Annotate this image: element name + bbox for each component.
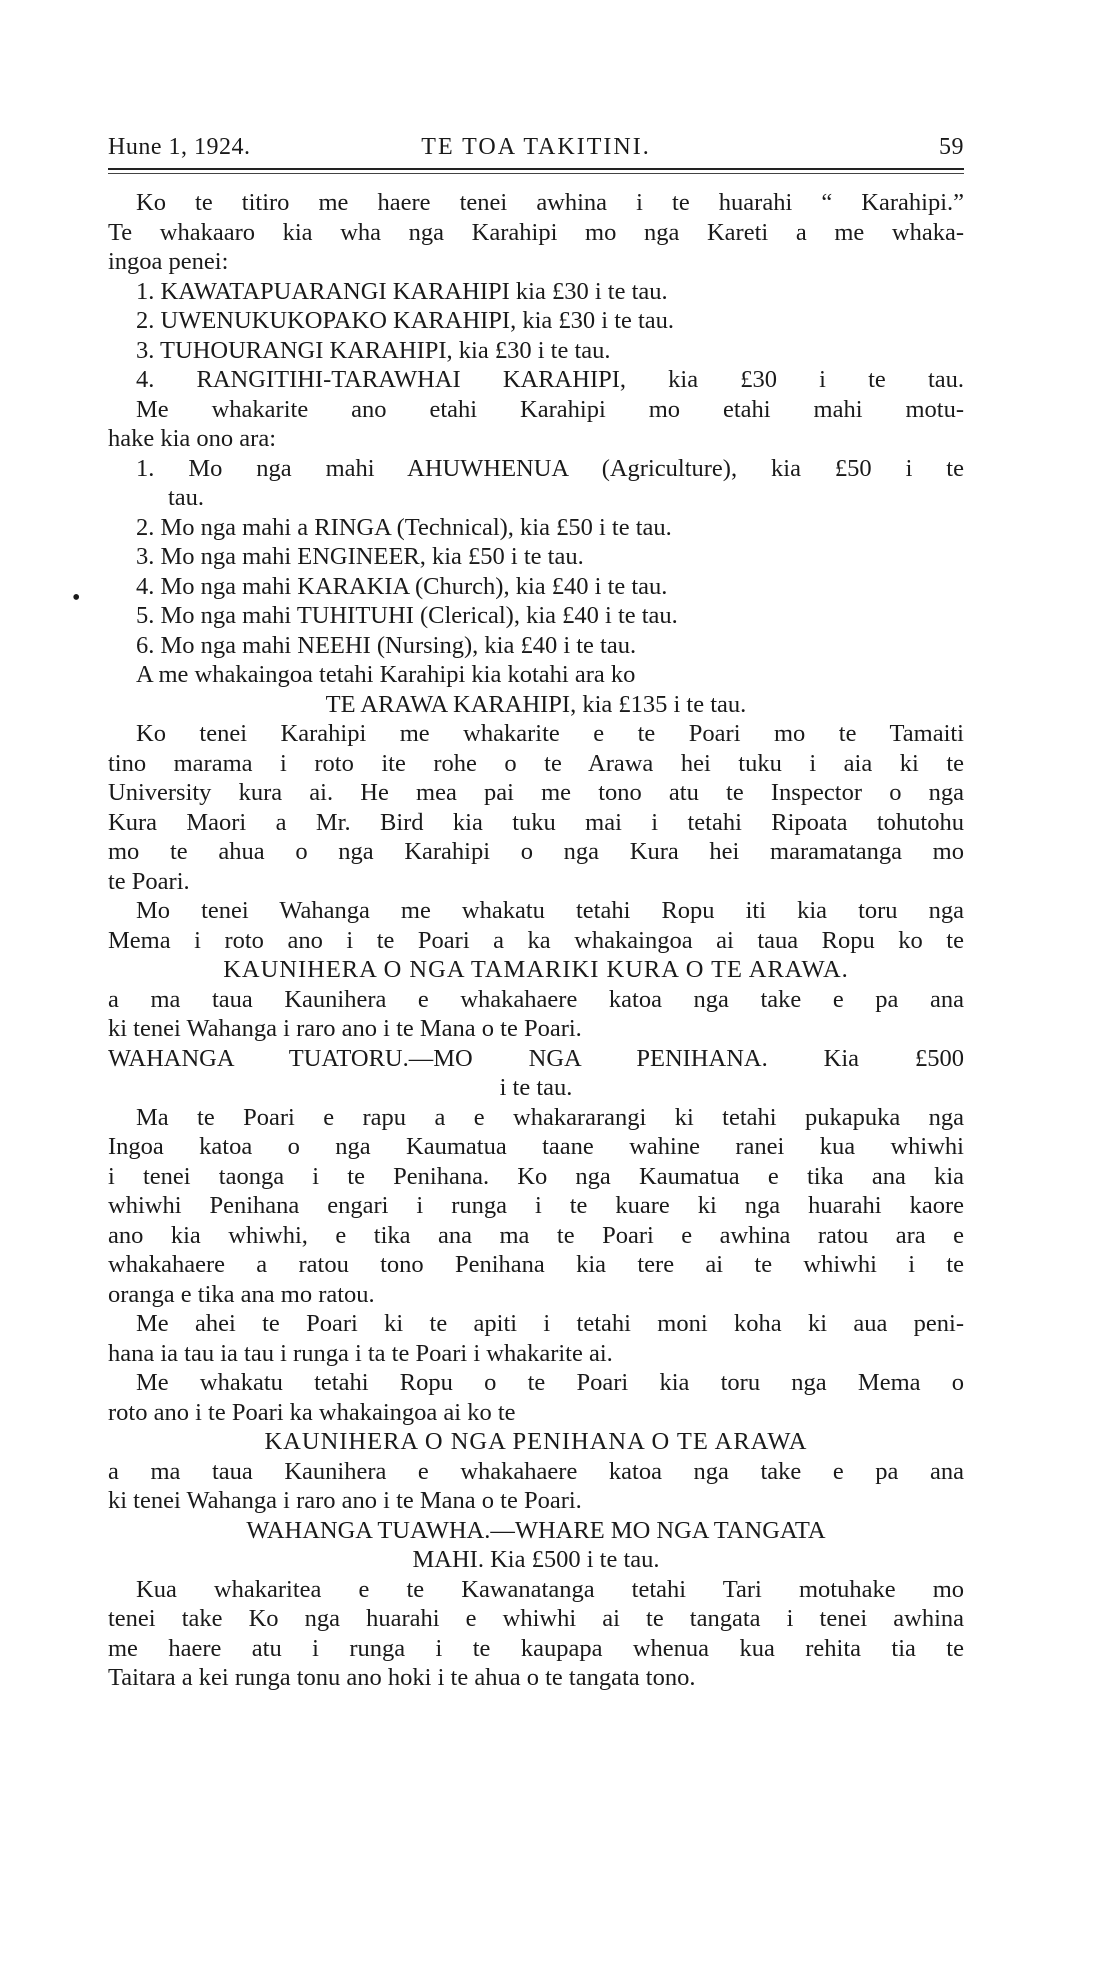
text-line: a ma taua Kaunihera e whakahaere katoa nga take e pa ana — [108, 985, 964, 1013]
text-line: WAHANGA TUAWHA.—WHARE MO NGA TANGATA — [246, 1516, 826, 1544]
text-line: 6. Mo nga mahi NEEHI (Nursing), kia £40 i te tau. — [136, 631, 637, 659]
text-line: a ma taua Kaunihera e whakahaere katoa nga take e pa ana — [108, 1457, 964, 1485]
text-line: mo te ahua o nga Karahipi o nga Kura hei maramatanga mo — [108, 838, 964, 865]
text-line: Ko te titiro me haere tenei awhina i te huarahi “ Karahipi.” — [136, 189, 964, 216]
text-line: tino marama i roto ite rohe o te Arawa hei tuku i aia ki te — [108, 749, 964, 777]
text-line: 1. KAWATAPUARANGI KARAHIPI kia £30 i te tau. — [136, 277, 668, 305]
text-line: 2. Mo nga mahi a RINGA (Technical), kia £50 i te tau. — [136, 513, 672, 541]
text-line: me haere atu i runga i te kaupapa whenua kua rehita tia te — [108, 1634, 964, 1662]
text-line: 3. TUHOURANGI KARAHIPI, kia £30 i te tau. — [136, 336, 611, 364]
text-line: Kura Maori a Mr. Bird kia tuku mai i tetahi Ripoata tohutohu — [108, 808, 964, 836]
text-line: Me whakatu tetahi Ropu o te Poari kia toru nga Mema o — [136, 1369, 964, 1396]
text-line: Te whakaaro kia wha nga Karahipi mo nga Kareti a me whaka- — [108, 218, 964, 246]
text-line: Me whakarite ano etahi Karahipi mo etahi mahi motu- — [136, 395, 964, 423]
header-rule-thick — [108, 168, 964, 170]
text-line: ano kia whiwhi, e tika ana ma te Poari e awhina ratou ara e — [108, 1221, 964, 1249]
text-line: hake kia ono ara: — [108, 425, 277, 452]
stray-mark: • — [72, 585, 81, 611]
text-line: Ingoa katoa o nga Kaumatua taane wahine ranei kua whiwhi — [108, 1133, 964, 1160]
text-line: tau. — [168, 484, 205, 511]
text-line: ki tenei Wahanga i raro ano i te Mana o te Poari. — [108, 1487, 582, 1514]
text-line: Ma te Poari e rapu a e whakararangi ki tetahi pukapuka nga — [136, 1103, 964, 1131]
text-line: A me whakaingoa tetahi Karahipi kia kotahi ara ko — [136, 661, 636, 688]
text-line: 2. UWENUKUKOPAKO KARAHIPI, kia £30 i te tau. — [136, 307, 675, 334]
body-text — [108, 188, 964, 1693]
text-line: KAUNIHERA O NGA PENIHANA O TE ARAWA — [264, 1428, 808, 1455]
text-line: Ko tenei Karahipi me whakarite e te Poari mo te Tamaiti — [136, 720, 964, 747]
text-line: tenei take Ko nga huarahi e whiwhi ai te tangata i tenei awhina — [108, 1605, 964, 1632]
text-line: roto ano i te Poari ka whakaingoa ai ko te — [108, 1398, 516, 1426]
text-line: ki tenei Wahanga i raro ano i te Mana o te Poari. — [108, 1015, 582, 1042]
text-line: University kura ai. He mea pai me tono atu te Inspector o nga — [108, 779, 964, 806]
text-line: whiwhi Penihana engari i runga i te kuare ki nga huarahi kaore — [108, 1192, 964, 1219]
header-date: Hune 1, 1924. — [108, 134, 251, 160]
text-line: MAHI. Kia £500 i te tau. — [412, 1546, 660, 1573]
text-line: 5. Mo nga mahi TUHITUHI (Clerical), kia £40 i te tau. — [136, 602, 678, 629]
text-line: i tenei taonga i te Penihana. Ko nga Kaumatua e tika ana kia — [108, 1162, 964, 1190]
text-line: Taitara a kei runga tonu ano hoki i te ahua o te tangata tono. — [108, 1664, 696, 1691]
text-line: whakahaere a ratou tono Penihana kia tere ai te whiwhi i te — [108, 1251, 964, 1278]
text-line: Kua whakaritea e te Kawanatanga tetahi Tari motuhake mo — [136, 1575, 964, 1603]
text-line: i te tau. — [499, 1074, 573, 1101]
text-line: TE ARAWA KARAHIPI, kia £135 i te tau. — [325, 690, 747, 718]
text-line: ingoa penei: — [108, 248, 229, 275]
text-line: 4. Mo nga mahi KARAKIA (Church), kia £40 i te tau. — [136, 572, 668, 600]
text-line: 4. RANGITIHI-TARAWHAI KARAHIPI, kia £30 i te tau. — [136, 366, 964, 393]
header-title: TE TOA TAKITINI. — [421, 134, 651, 160]
text-line: Mema i roto ano i te Poari a ka whakaingoa ai taua Ropu ko te — [108, 926, 964, 954]
text-line: oranga e tika ana mo ratou. — [108, 1280, 375, 1308]
text-line: Me ahei te Poari ki te apiti i tetahi moni koha ki aua peni- — [136, 1310, 964, 1337]
text-line: WAHANGA TUATORU.—MO NGA PENIHANA. Kia £500 — [108, 1044, 964, 1072]
text-line: KAUNIHERA O NGA TAMARIKI KURA O TE ARAWA. — [223, 956, 849, 983]
text-line: 3. Mo nga mahi ENGINEER, kia £50 i te tau. — [136, 543, 584, 570]
page-number: 59 — [939, 134, 964, 160]
text-line: hana ia tau ia tau i runga i ta te Poari i whakarite ai. — [108, 1339, 613, 1367]
text-line: Mo tenei Wahanga me whakatu tetahi Ropu iti kia toru nga — [136, 897, 964, 924]
running-header — [108, 134, 964, 168]
text-line: te Poari. — [108, 867, 190, 895]
text-line: 1. Mo nga mahi AHUWHENUA (Agriculture), kia £50 i te — [136, 454, 964, 482]
header-rule-thin — [108, 173, 964, 174]
